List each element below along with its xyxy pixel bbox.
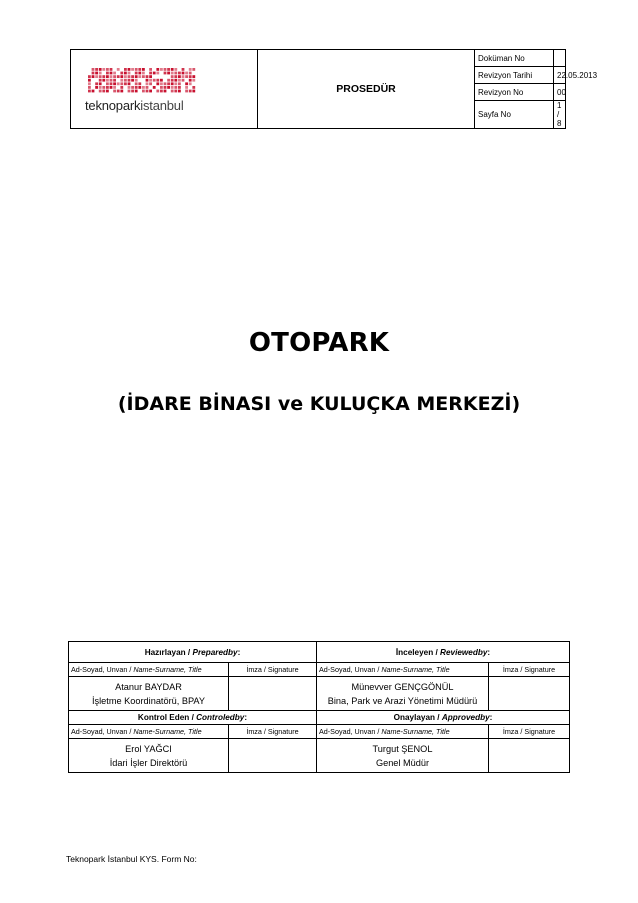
- controlled-label: Kontrol Eden /: [137, 713, 197, 722]
- approved-title: Genel Müdür: [375, 757, 430, 768]
- controlled-title: İdari İşler Direktörü: [109, 757, 188, 768]
- approved-by-header: [317, 711, 570, 725]
- reviewed-name: Münevver GENÇGÖNÜL: [351, 681, 454, 692]
- logo-text: [85, 98, 184, 113]
- approved-label: Onaylayan /: [393, 713, 442, 722]
- reviewed-person: [317, 677, 489, 711]
- document-title: OTOPARK: [248, 328, 390, 358]
- name-column-header: [317, 725, 489, 739]
- revision-date-label: Revizyon Tarihi: [475, 67, 554, 84]
- name-col-label-en: Name-Surname, Title: [381, 665, 450, 674]
- name-col-label: Ad-Soyad, Unvan /: [71, 665, 134, 674]
- prepared-signature: [229, 677, 317, 711]
- controlled-name: Erol YAĞCI: [125, 743, 172, 754]
- name-col-label-en: Name-Surname, Title: [133, 665, 202, 674]
- document-subtitle: (İDARE BİNASI ve KULUÇKA MERKEZİ): [117, 393, 521, 415]
- prepared-by-header: [69, 642, 317, 663]
- signature-table: [68, 641, 570, 773]
- prepared-label: Hazırlayan /: [144, 647, 193, 657]
- name-column-header: [317, 663, 489, 677]
- name-col-label-en: Name-Surname, Title: [381, 727, 450, 736]
- signature-column-header: İmza / Signature: [229, 663, 317, 677]
- page-no-label: Sayfa No: [475, 101, 554, 129]
- doc-no-value: [554, 50, 566, 67]
- approved-signature: [489, 739, 570, 773]
- approved-name: Turgut ŞENOL: [372, 743, 433, 754]
- signature-column-header: İmza / Signature: [489, 663, 570, 677]
- reviewed-signature: [489, 677, 570, 711]
- logo-text-bold: teknopark: [85, 98, 141, 113]
- page-no-value: 1 / 8: [554, 101, 566, 129]
- prepared-colon: :: [237, 647, 241, 657]
- procedure-title: PROSEDÜR: [258, 50, 475, 129]
- logo-cell: [71, 50, 258, 129]
- name-col-label: Ad-Soyad, Unvan /: [71, 727, 134, 736]
- approved-person: [317, 739, 489, 773]
- reviewed-label-en: Reviewedby: [440, 647, 488, 657]
- revision-no-label: Revizyon No: [475, 84, 554, 101]
- signature-column-header: İmza / Signature: [229, 725, 317, 739]
- name-column-header: [69, 663, 229, 677]
- reviewed-title: Bina, Park ve Arazi Yönetimi Müdürü: [327, 695, 478, 706]
- controlled-colon: :: [244, 713, 248, 722]
- controlled-label-en: Controledby: [196, 713, 245, 722]
- name-col-label: Ad-Soyad, Unvan /: [319, 727, 382, 736]
- footer-form-no: Teknopark İstanbul KYS. Form No:: [66, 854, 197, 864]
- reviewed-label: İnceleyen /: [395, 647, 441, 657]
- prepared-name: Atanur BAYDAR: [115, 681, 182, 692]
- name-col-label: Ad-Soyad, Unvan /: [319, 665, 382, 674]
- document-header: [70, 49, 598, 129]
- prepared-label-en: Preparedby: [192, 647, 238, 657]
- controlled-person: [69, 739, 229, 773]
- controlled-by-header: [69, 711, 317, 725]
- prepared-title: İşletme Koordinatörü, BPAY: [91, 695, 206, 706]
- logo-text-thin: istanbul: [140, 98, 184, 113]
- revision-date-value: 22.05.2013: [554, 67, 566, 84]
- revision-no-value: 00: [554, 84, 566, 101]
- approved-label-en: Approvedby: [441, 713, 490, 722]
- signature-column-header: İmza / Signature: [489, 725, 570, 739]
- reviewed-by-header: [317, 642, 570, 663]
- approved-colon: :: [489, 713, 493, 722]
- name-column-header: [69, 725, 229, 739]
- name-col-label-en: Name-Surname, Title: [133, 727, 202, 736]
- prepared-person: [69, 677, 229, 711]
- reviewed-colon: :: [487, 647, 491, 657]
- doc-no-label: Doküman No: [475, 50, 554, 67]
- logo-grid-icon: [88, 68, 238, 96]
- teknopark-logo: [71, 56, 257, 122]
- controlled-signature: [229, 739, 317, 773]
